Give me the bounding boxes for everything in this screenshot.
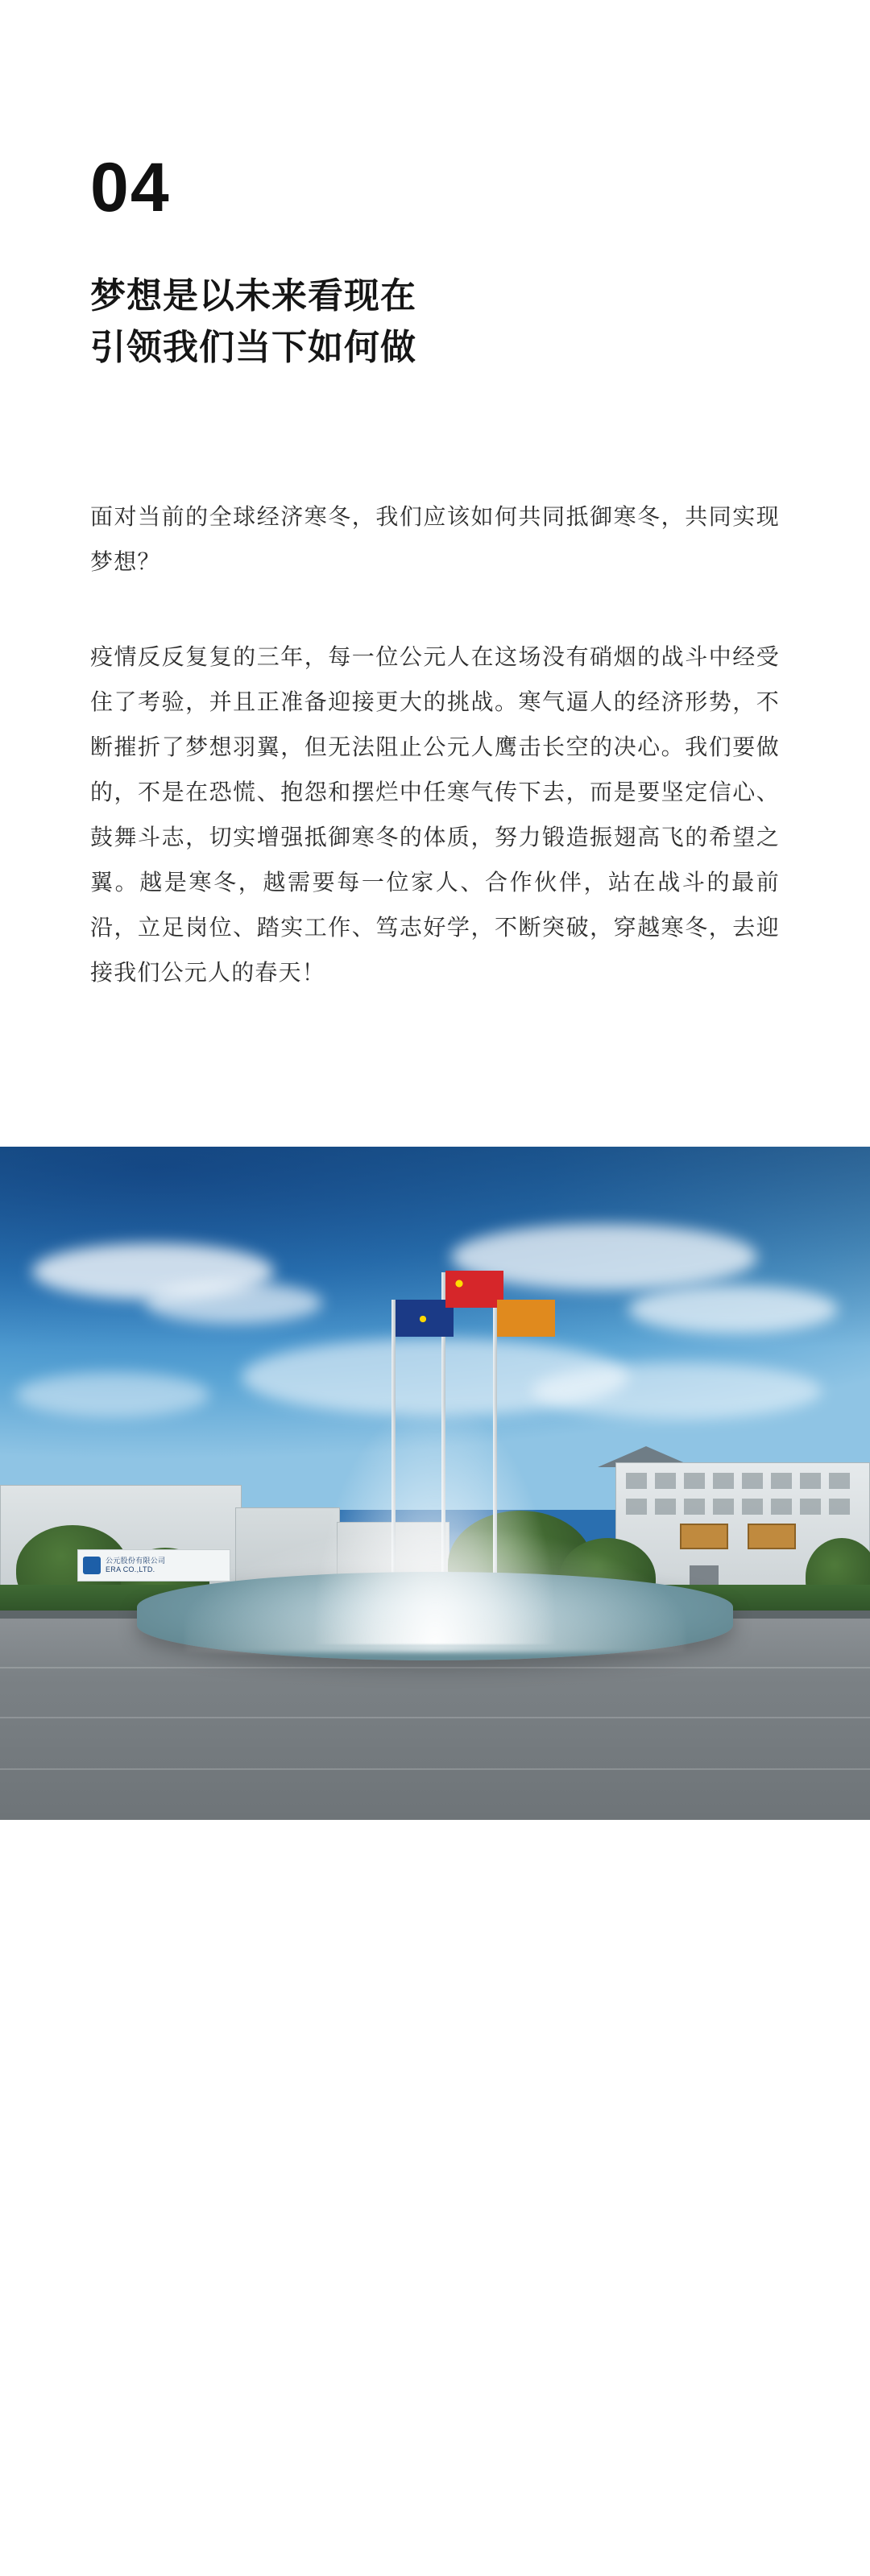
window	[800, 1499, 821, 1515]
window	[742, 1473, 763, 1489]
company-sign	[77, 1549, 230, 1582]
pavement-joint	[0, 1667, 870, 1668]
window	[684, 1499, 705, 1515]
window	[713, 1499, 734, 1515]
awning	[748, 1524, 796, 1549]
window	[800, 1473, 821, 1489]
window	[829, 1473, 850, 1489]
company-logo-icon	[83, 1557, 101, 1574]
awning	[680, 1524, 728, 1549]
headline-line-1: 梦想是以未来看现在	[90, 276, 416, 316]
section-number: 04	[90, 149, 171, 226]
cloud	[628, 1285, 838, 1333]
body-copy	[90, 494, 780, 995]
fountain-water-jet	[314, 1403, 556, 1644]
window	[655, 1499, 676, 1515]
photo-campus-fountain	[0, 1147, 870, 1820]
company-sign-line-1: 公元股份有限公司	[106, 1557, 166, 1565]
page-title	[90, 271, 780, 374]
window	[771, 1473, 792, 1489]
window-row	[616, 1463, 869, 1489]
article-section	[0, 0, 870, 995]
cloud	[532, 1362, 822, 1419]
cloud	[16, 1372, 209, 1417]
window	[742, 1499, 763, 1515]
cloud	[145, 1282, 322, 1324]
window-row	[616, 1489, 869, 1515]
national-flag-red	[445, 1271, 503, 1308]
pavement-joint	[0, 1768, 870, 1770]
window	[626, 1473, 647, 1489]
window	[829, 1499, 850, 1515]
pavement-joint	[0, 1717, 870, 1718]
window	[655, 1473, 676, 1489]
headline-line-2: 引领我们当下如何做	[90, 327, 416, 367]
company-sign-text	[106, 1557, 165, 1573]
window	[684, 1473, 705, 1489]
corporate-flag-orange	[497, 1300, 555, 1337]
window	[626, 1499, 647, 1515]
company-sign-line-2: ERA CO.,LTD.	[106, 1565, 155, 1573]
window	[713, 1473, 734, 1489]
window	[771, 1499, 792, 1515]
paragraph-2: 疫情反反复复的三年，每一位公元人在这场没有硝烟的战斗中经受住了考验，并且正准备迎接更大的挑战。寒气逼人的经济形势，不断摧折了梦想羽翼，但无法阻止公元人鹰击长空的决心。我们要做的，不是在恐慌、抱怨和摆烂中任寒气传下去，而是要坚定信心、鼓舞斗志，切实增强抵御寒冬的体质，努力锻造振翅高飞的希望之翼。越是寒冬，越需要每一位家人、合作伙伴，站在战斗的最前沿，立足岗位、踏实工作、笃志好学，不断突破，穿越寒冬，去迎接我们公元人的春天！	[90, 643, 780, 985]
paragraph-1: 面对当前的全球经济寒冬，我们应该如何共同抵御寒冬，共同实现梦想？	[90, 503, 780, 574]
